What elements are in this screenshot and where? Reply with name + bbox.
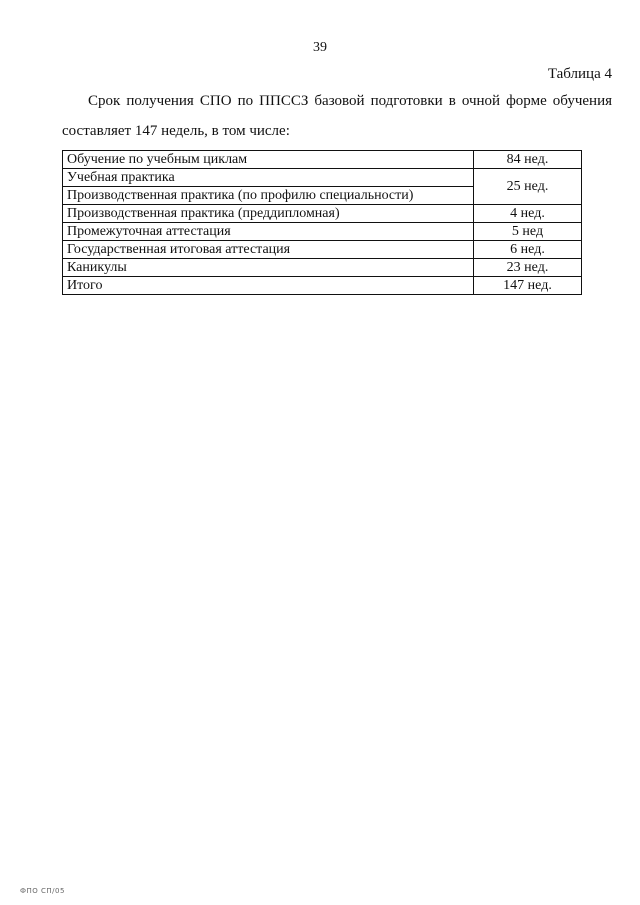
row-label: Промежуточная аттестация: [63, 223, 474, 241]
row-value: 5 нед: [474, 223, 582, 241]
study-duration-table: [62, 150, 582, 295]
table-row: [63, 205, 582, 223]
row-label: Обучение по учебным циклам: [63, 151, 474, 169]
table-row: [63, 151, 582, 169]
row-value: 23 нед.: [474, 259, 582, 277]
page-number: 39: [313, 40, 327, 55]
row-value: 147 нед.: [474, 277, 582, 295]
row-label: Государственная итоговая аттестация: [63, 241, 474, 259]
row-label: Производственная практика (по профилю специальности): [63, 187, 474, 205]
table-row: [63, 259, 582, 277]
table-row-total: [63, 277, 582, 295]
intro-line-1: Срок получения СПО по ППССЗ базовой подготовки в очной форме обучения: [88, 93, 612, 109]
table-row: [63, 241, 582, 259]
row-value: 84 нед.: [474, 151, 582, 169]
intro-paragraph: [62, 86, 612, 146]
row-label: Учебная практика: [63, 169, 474, 187]
table-row: [63, 223, 582, 241]
intro-line-2: составляет 147 недель, в том числе:: [62, 123, 290, 139]
row-label: Каникулы: [63, 259, 474, 277]
row-value: 25 нед.: [474, 169, 582, 205]
footer-stamp: ФПО СП/05: [20, 887, 65, 895]
row-label: Производственная практика (преддипломная): [63, 205, 474, 223]
row-label: Итого: [63, 277, 474, 295]
row-value: 6 нед.: [474, 241, 582, 259]
row-value: 4 нед.: [474, 205, 582, 223]
table-caption: Таблица 4: [547, 66, 612, 82]
table-row: [63, 169, 582, 187]
